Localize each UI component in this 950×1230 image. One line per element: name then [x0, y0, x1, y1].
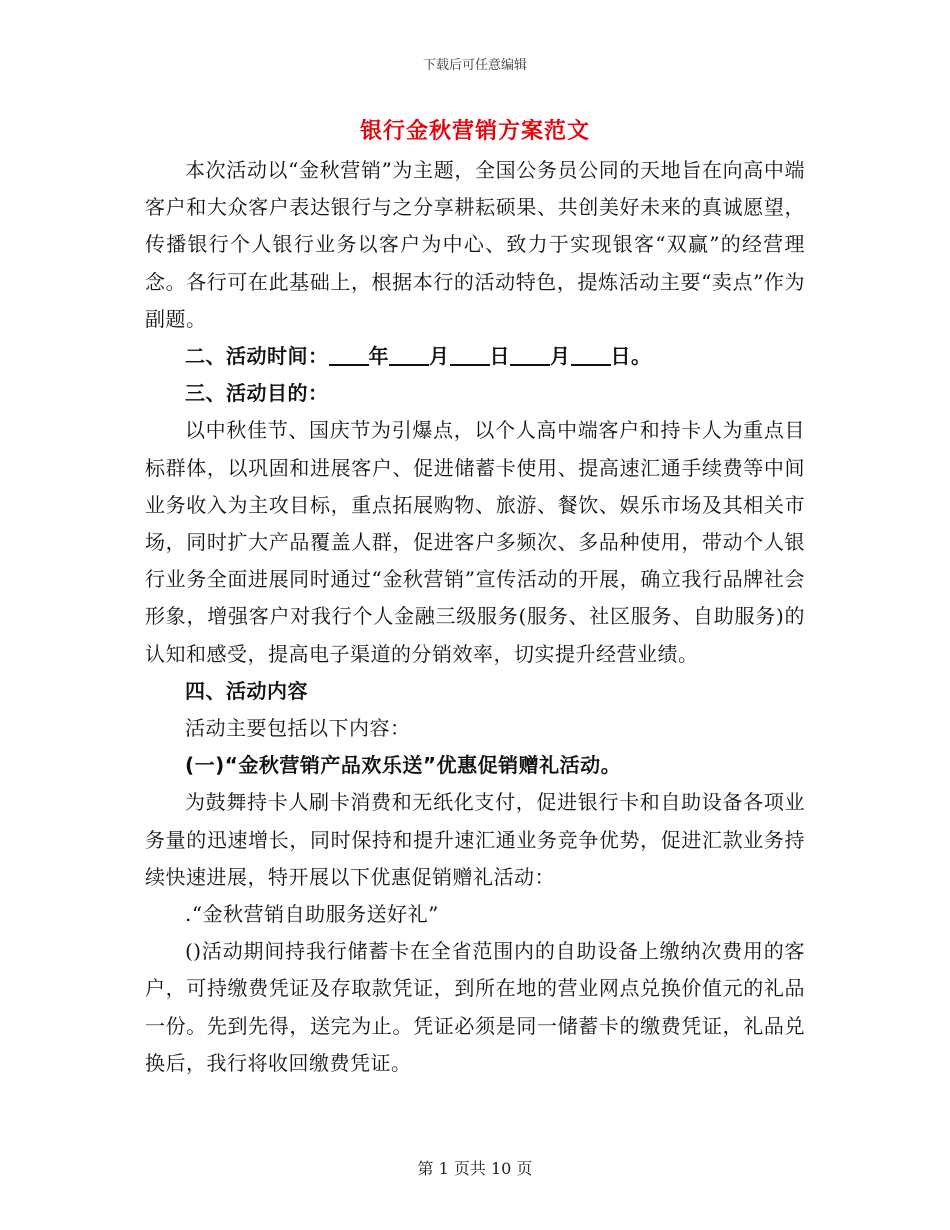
section-heading-purpose: 三、活动目的：: [185, 381, 329, 406]
section-heading-content: 四、活动内容: [185, 678, 308, 703]
date-unit: 年: [368, 344, 389, 369]
page-header: 下载后可任意编辑: [422, 58, 527, 73]
item-title: .“金秋营销自助服务送好礼”: [185, 902, 439, 927]
purpose-paragraph: 以中秋佳节、国庆节为引爆点，以个人高中端客户和持卡人为重点目标群体，以巩固和进展客户、促进储蓄卡使用、提高速汇通手续费等中间业务收入为主攻目标，重点拓展购物、旅游、餐饮、娱乐市场及其相关市场，同时扩大产品覆盖人群，促进客户多频次、多品种使用，带动个人银行业务全面进展同时通过“金秋营销”宣传活动的开展，确立我行品牌社会形象，增强客户对我行个人金融三级服务(服务、社区服务、自助服务)的认知和感受，提高电子渠道的分销效率，切实提升经营业绩。: [145, 418, 805, 666]
subsection-heading: (一)“金秋营销产品欢乐送”优惠促销赠礼活动。: [185, 753, 622, 778]
blank-field: [329, 344, 369, 366]
document-body: [145, 152, 805, 1082]
page-footer: 第 1 页共 10 页: [417, 1159, 533, 1178]
content-intro: 活动主要包括以下内容：: [185, 716, 411, 741]
date-unit: 月: [429, 344, 450, 369]
activity-time-label: 二、活动时间：: [185, 344, 329, 369]
blank-field: [389, 344, 429, 366]
document-title: 银行金秋营销方案范文: [359, 118, 590, 144]
date-unit: 月: [550, 344, 571, 369]
activity-time-line: [145, 338, 805, 375]
item-paragraph: ()活动期间持我行储蓄卡在全省范围内的自助设备上缴纳次费用的客户，可持缴费凭证及存取款凭证，到所在地的营业网点兑换价值元的礼品一份。先到先得，送完为止。凭证必须是同一储蓄卡的缴费凭证，礼品兑换后，我行将收回缴费凭证。: [145, 939, 805, 1075]
date-unit: 日。: [610, 344, 652, 369]
blank-field: [510, 344, 550, 366]
blank-field: [450, 344, 490, 366]
blank-field: [571, 344, 611, 366]
subsection-paragraph: 为鼓舞持卡人刷卡消费和无纸化支付，促进银行卡和自助设备各项业务量的迅速增长，同时保持和提升速汇通业务竞争优势，促进汇款业务持续快速进展，特开展以下优惠促销赠礼活动：: [145, 790, 805, 889]
date-unit: 日: [489, 344, 510, 369]
intro-paragraph: 本次活动以“金秋营销”为主题，全国公务员公同的天地旨在向高中端客户和大众客户表达银行与之分享耕耘硕果、共创美好未来的真诚愿望，传播银行个人银行业务以客户为中心、致力于实现银客“双赢”的经营理念。各行可在此基础上，根据本行的活动特色，提炼活动主要“卖点”作为副题。: [145, 158, 805, 331]
